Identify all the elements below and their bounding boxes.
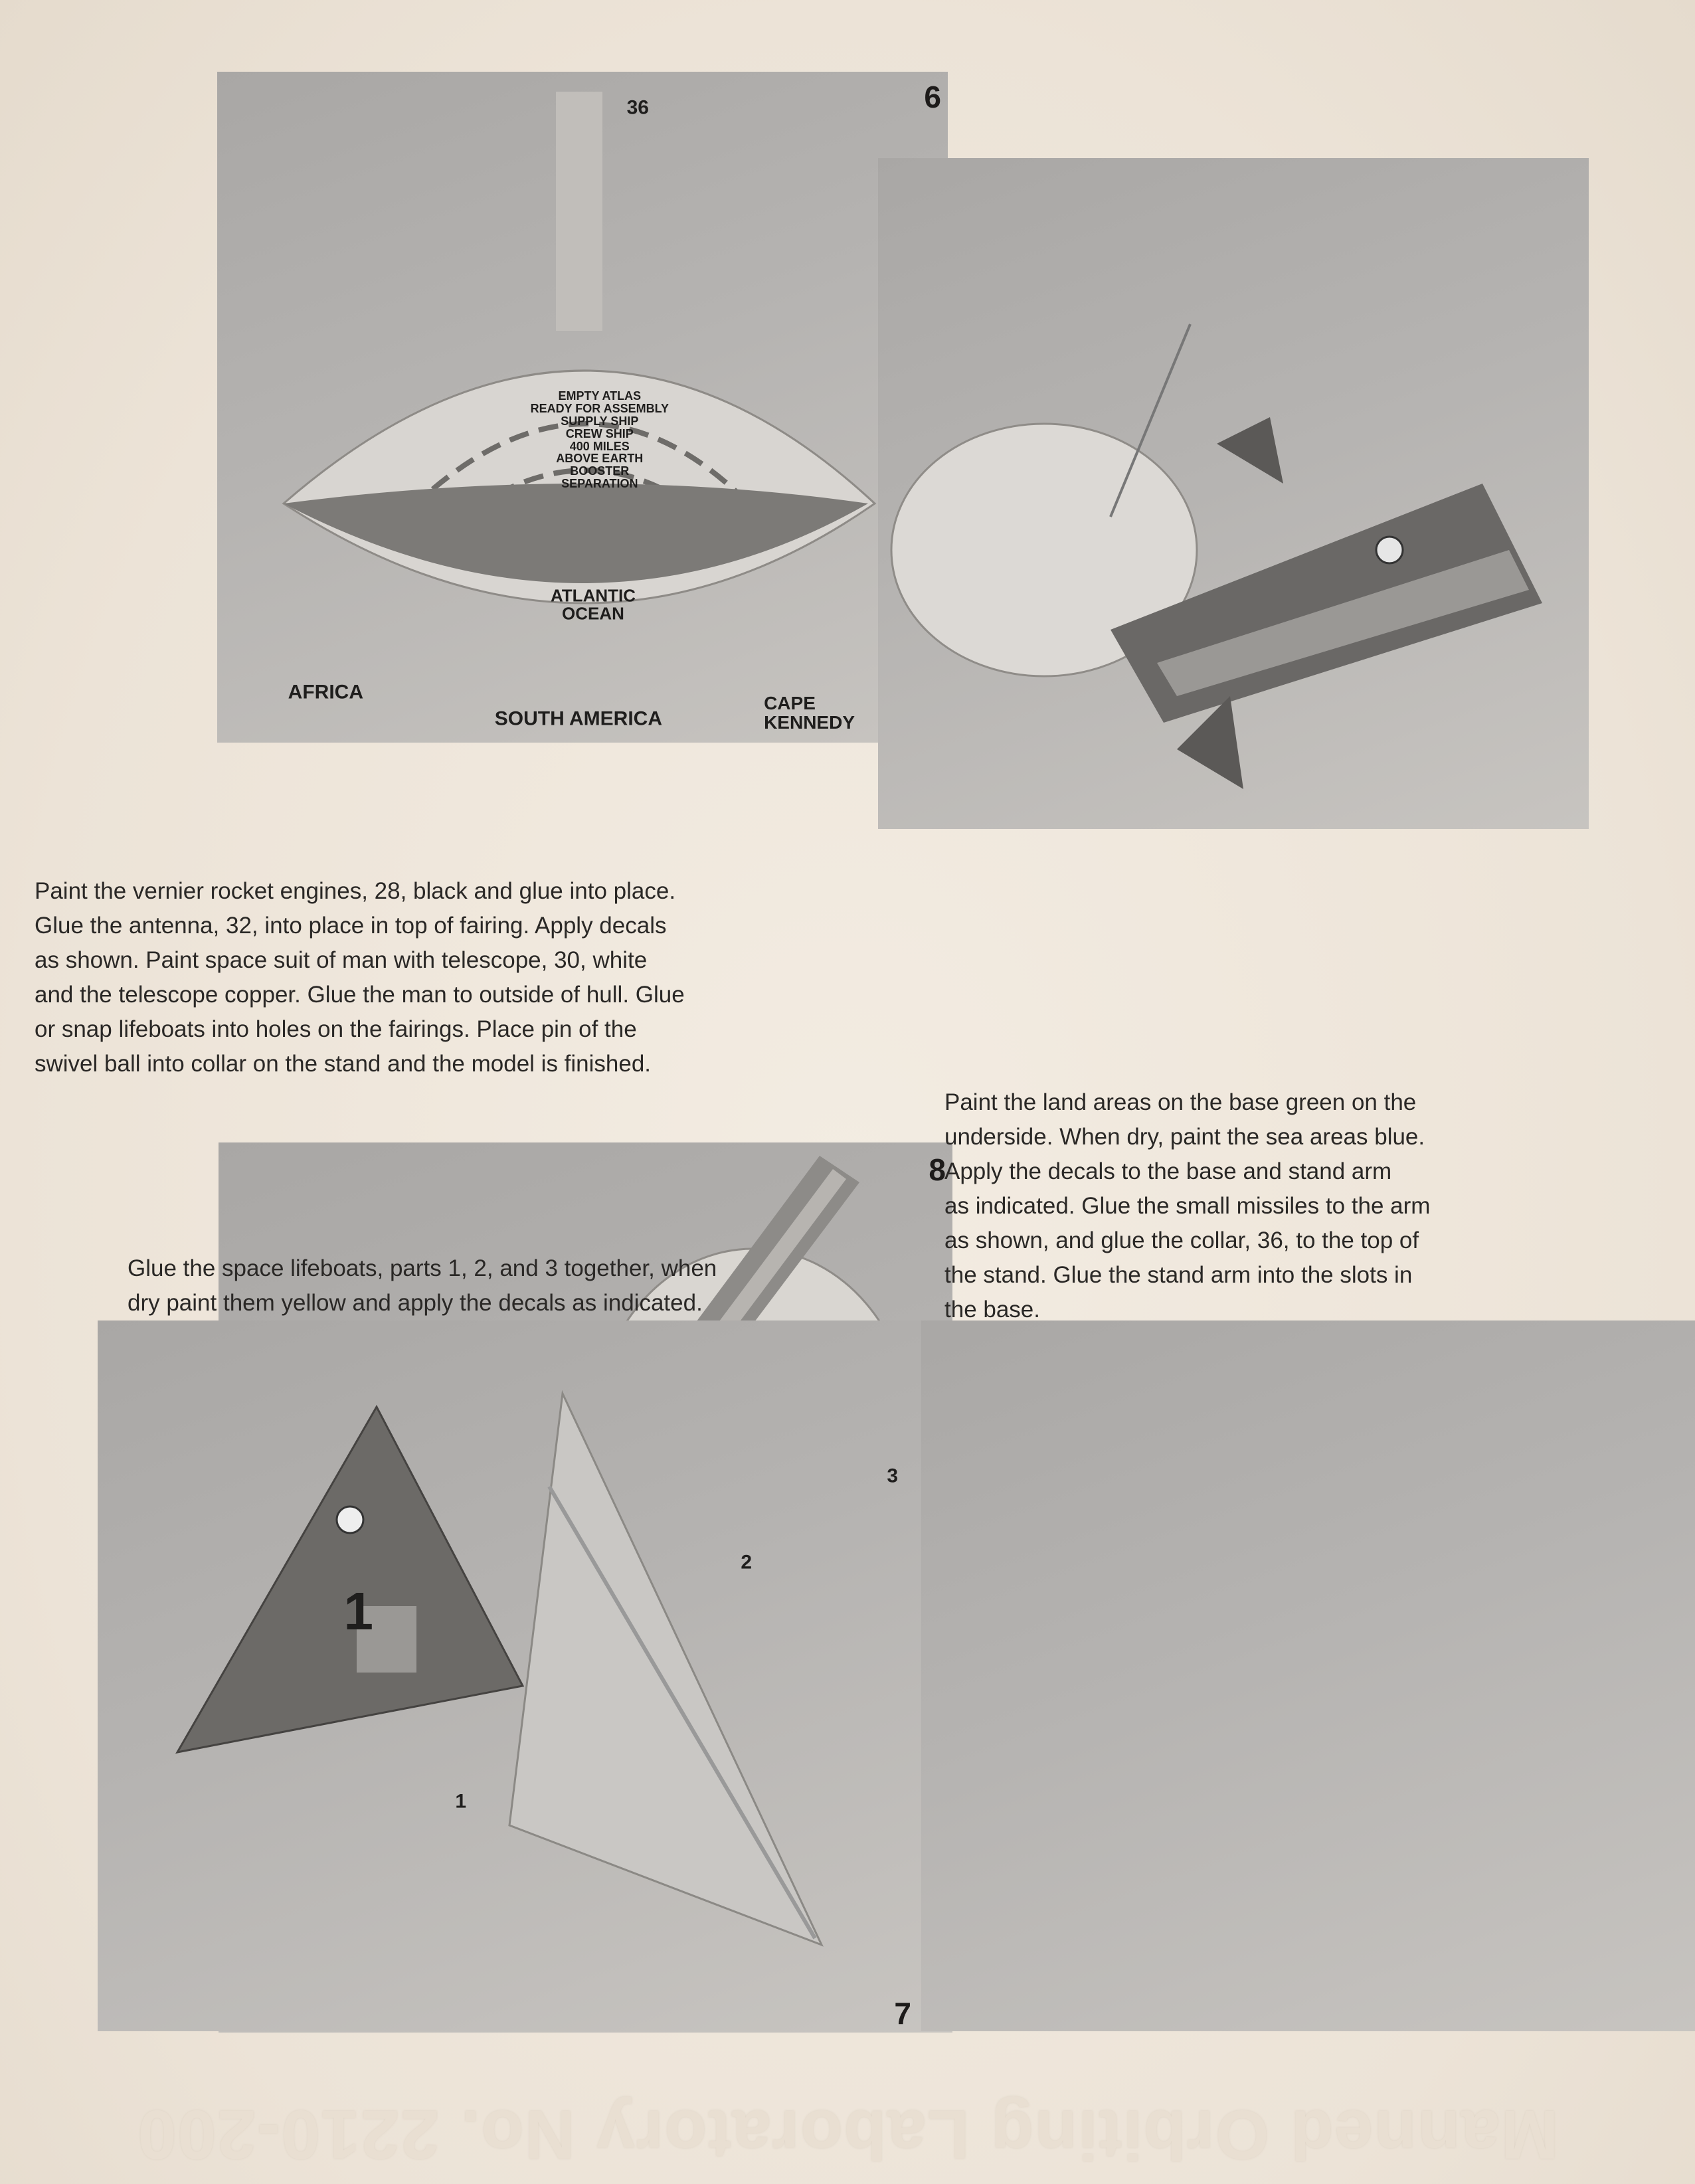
step-6-photo	[217, 72, 948, 743]
step-7-part-2-label: 2	[741, 1551, 752, 1574]
page-header: Manned Orbiting Laboratory No. 2210-200	[136, 2096, 1559, 2173]
step-7-caption: Glue the space lifeboats, parts 1, 2, and 3 together, when dry paint them yellow and apply the decals as indicated.	[128, 1255, 717, 1316]
step-6-number: 6	[924, 80, 941, 114]
step-7-part-3-label: 3	[887, 1465, 898, 1487]
step-6-south-america-label: SOUTH AMERICA	[494, 707, 662, 730]
step-8-main-photo	[878, 158, 1589, 829]
step-6-rim-labels: EMPTY ATLAS READY FOR ASSEMBLY SUPPLY SHIP CREW SHIP 400 MILES ABOVE EARTH BOOSTER SEPARATION	[530, 389, 669, 491]
step-7-photo	[881, 1320, 1695, 2031]
step-6-cape-kennedy-label: CAPE KENNEDY	[764, 693, 855, 733]
step-8-caption: Paint the vernier rocket engines, 28, black and glue into place. Glue the antenna, 32, into place in top of fairing. Apply decals as shown. Paint space suit of man with telescope, 30, white and the telescope copper. Glue the man to outside of hull. Glue or snap lifeboats into holes on the fairings. Place pin of the swivel ball into collar on the stand and the model is finished.	[35, 878, 685, 1077]
rocket-model-illustration	[878, 158, 1589, 829]
step-6-part-36-label: 36	[626, 96, 649, 119]
step-7-part-1-label: 1	[455, 1790, 466, 1813]
step-7-lifeboats-photo	[98, 1320, 921, 2031]
step-6-ocean-label: ATLANTIC OCEAN	[550, 585, 636, 624]
step-7-tail-mark: 1	[343, 1582, 373, 1641]
step-7-number: 7	[894, 1996, 911, 2031]
step-6-caption: Paint the land areas on the base green on the underside. When dry, paint the sea areas blue. Apply the decals to the base and stand arm as indicated. Glue the small missiles to the arm as shown, and glue the collar, 36, to the top of the stand. Glue the stand arm into the slots in the base.	[944, 1089, 1431, 1322]
lifeboats-illustration	[98, 1320, 921, 2031]
step-6-africa-label: AFRICA	[288, 681, 363, 703]
step-8-number: 8	[929, 1152, 946, 1187]
